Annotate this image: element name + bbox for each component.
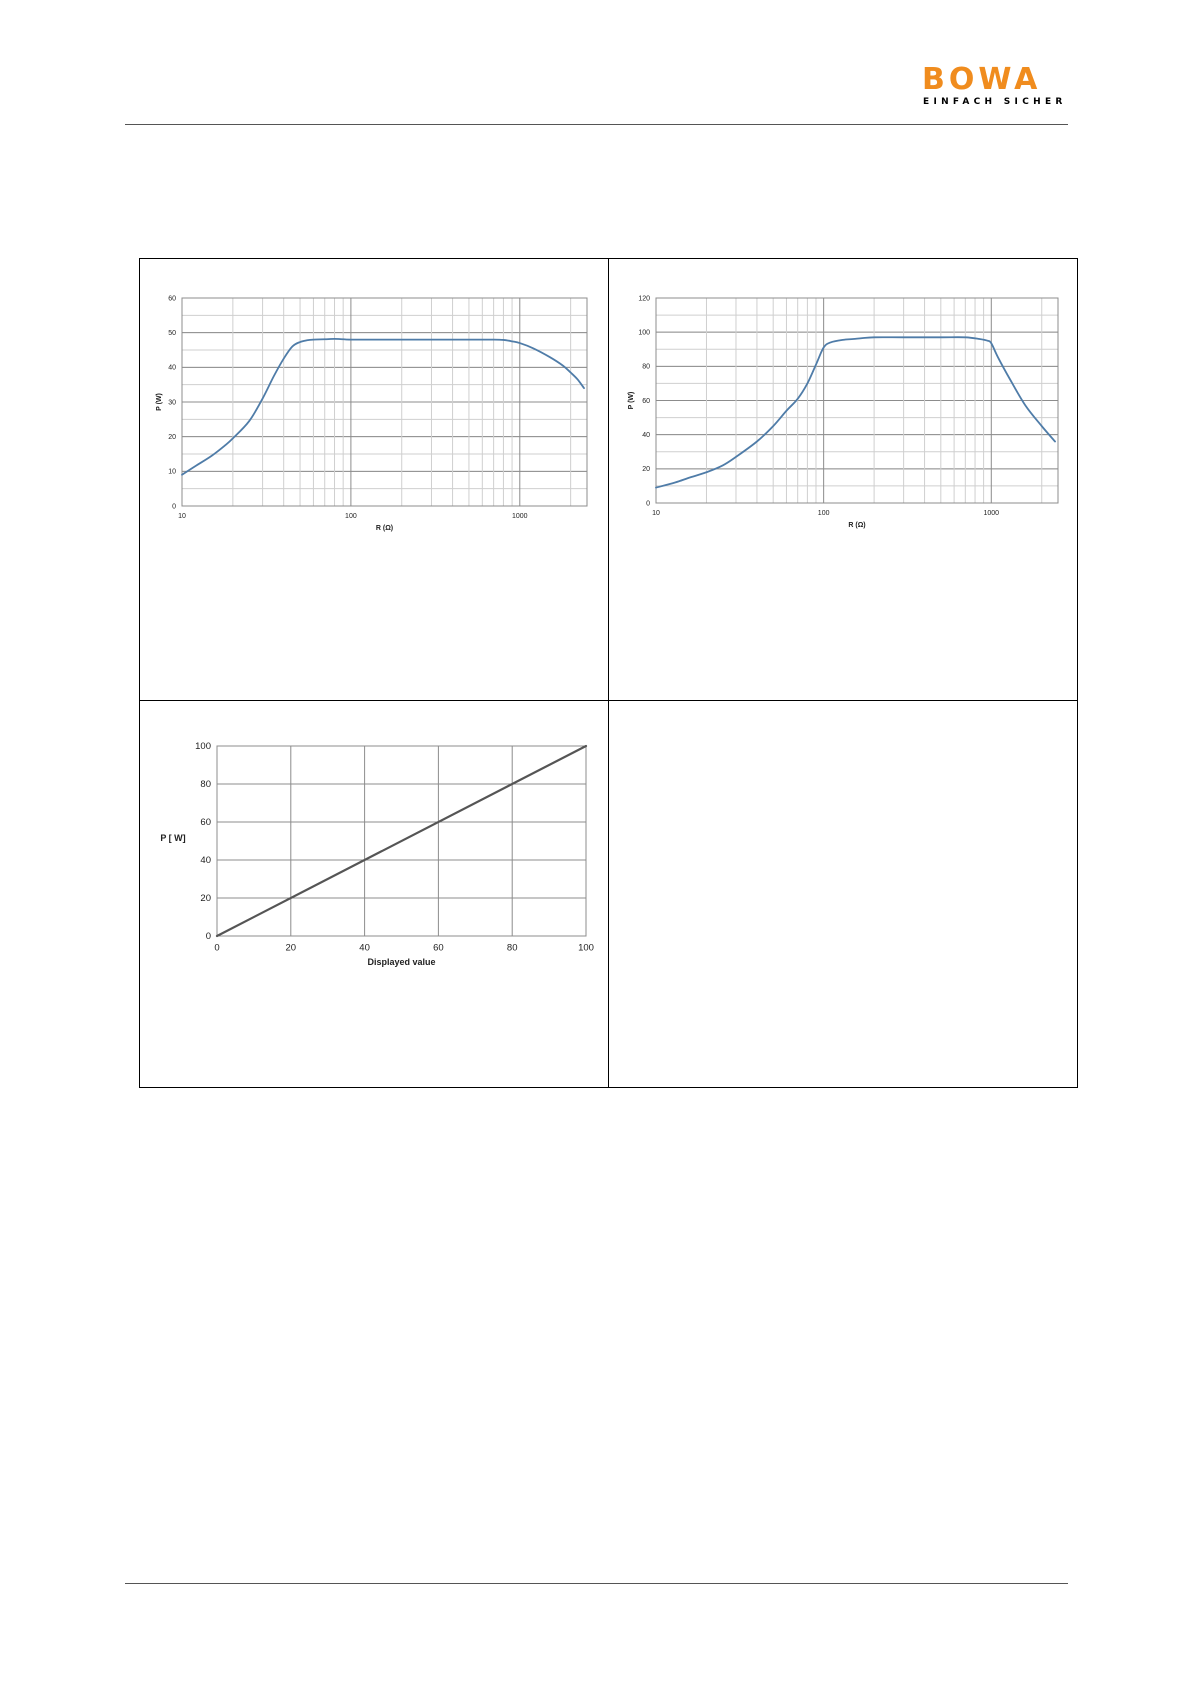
y-tick-label: 40 [642, 432, 650, 439]
chart-cell-top-right [609, 259, 1077, 701]
x-tick-label: 60 [433, 942, 444, 954]
y-tick-label: 40 [200, 855, 211, 867]
logo-tagline: EINFACH SICHER [923, 97, 1067, 107]
x-tick-label: 100 [345, 513, 357, 520]
y-tick-label: 50 [168, 330, 176, 337]
y-tick-label: 20 [200, 893, 211, 905]
chart-cell-top-left [140, 259, 609, 701]
y-tick-label: 80 [642, 363, 650, 371]
x-tick-label: 0 [214, 942, 220, 954]
y-axis-label: P (W) [628, 391, 635, 410]
x-tick-label: 10 [652, 510, 660, 517]
y-tick-label: 30 [168, 399, 176, 407]
x-tick-label: 40 [359, 942, 370, 954]
chart-table [139, 258, 1078, 1088]
chart-cell-bottom-left [140, 701, 609, 1087]
y-tick-label: 10 [168, 468, 176, 476]
x-tick-label: 20 [285, 942, 297, 954]
y-tick-label: 20 [642, 466, 650, 474]
data-series-line [217, 746, 586, 936]
y-axis-label: P (W) [156, 393, 163, 411]
x-tick-label: 100 [578, 942, 594, 954]
power-vs-resistance-chart-1 [140, 259, 608, 700]
y-tick-label: 40 [168, 364, 176, 372]
y-tick-label: 100 [195, 741, 211, 753]
y-tick-label: 0 [646, 500, 650, 508]
y-tick-label: 20 [168, 434, 176, 441]
y-tick-label: 60 [168, 295, 176, 303]
x-tick-label: 1000 [983, 510, 1000, 517]
y-tick-label: 0 [205, 931, 211, 943]
power-vs-displayed-value-chart [140, 701, 608, 1086]
x-tick-label: 1000 [512, 513, 528, 520]
footer-rule [125, 1583, 1068, 1584]
x-axis-label: Displayed value [367, 957, 436, 967]
header-rule [125, 124, 1068, 125]
x-tick-label: 80 [506, 942, 518, 954]
y-tick-label: 120 [638, 295, 650, 303]
x-tick-label: 10 [178, 513, 186, 520]
y-tick-label: 60 [642, 397, 650, 405]
y-tick-label: 100 [638, 329, 650, 337]
logo-wordmark: BOWA [922, 62, 1042, 97]
bowa-logo [922, 64, 1072, 112]
x-tick-label: 100 [817, 510, 830, 517]
y-tick-label: 60 [200, 817, 211, 829]
chart-cell-bottom-right-empty [609, 701, 1077, 1087]
power-vs-resistance-chart-2 [609, 259, 1076, 700]
data-series-line [656, 337, 1055, 487]
x-axis-label: R (Ω) [375, 525, 394, 532]
x-axis-label: R (Ω) [848, 522, 866, 529]
y-axis-label: P [ W] [160, 833, 186, 843]
y-tick-label: 0 [172, 503, 176, 511]
y-tick-label: 80 [200, 779, 211, 791]
